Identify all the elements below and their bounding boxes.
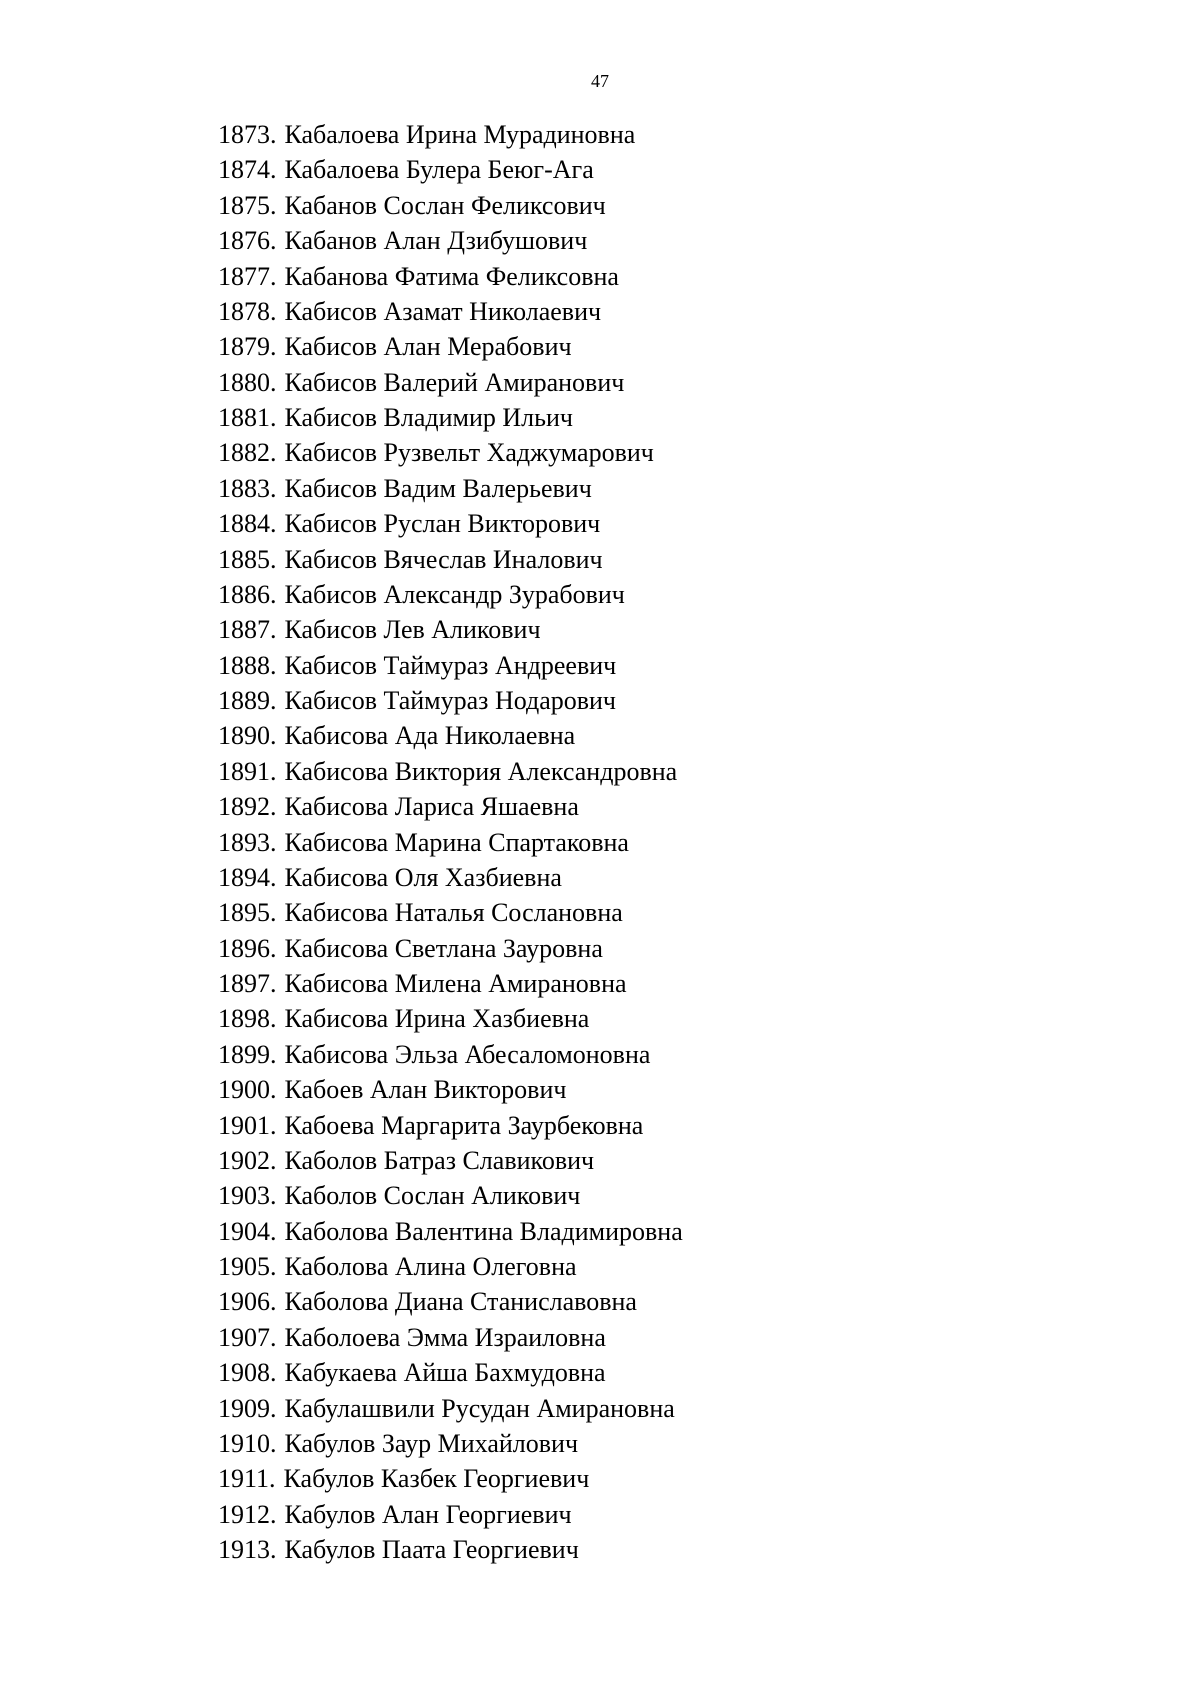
entry-number: 1890. [218, 721, 277, 751]
list-item [218, 435, 683, 470]
entry-number: 1903. [218, 1181, 277, 1211]
entry-name: Кабисов Валерий Амиранович [284, 367, 625, 397]
entry-number: 1897. [218, 969, 277, 998]
list-item [218, 1249, 683, 1284]
entry-number: 1888. [218, 650, 277, 680]
entry-name: Каболов Сослан Аликович [284, 1181, 581, 1211]
list-item [218, 223, 683, 258]
entry-name: Кабисов Лев Аликович [284, 615, 541, 645]
entry-number: 1892. [218, 792, 277, 822]
entry-number: 1910. [218, 1428, 277, 1458]
entry-name: Кабалоева Ирина Мурадиновна [284, 120, 636, 149]
entry-name: Каболова Алина Олеговна [284, 1252, 577, 1281]
entry-number: 1886. [218, 579, 277, 609]
list-item [218, 1178, 683, 1213]
entry-name: Кабулов Паата Георгиевич [284, 1535, 579, 1564]
list-item [218, 577, 683, 612]
entry-number: 1878. [218, 296, 277, 326]
list-item [218, 294, 683, 329]
list-item [218, 789, 683, 824]
list-item [218, 1108, 683, 1143]
entry-number: 1889. [218, 686, 277, 715]
list-item [218, 1391, 683, 1426]
entry-name: Кабалоева Булера Беюг-Ага [284, 155, 594, 185]
entry-number: 1874. [218, 155, 277, 185]
list-item [218, 683, 683, 718]
entry-number: 1894. [218, 862, 277, 892]
list-item [218, 1001, 683, 1036]
list-item [218, 931, 683, 966]
list-item [218, 329, 683, 364]
entry-name: Кабисов Таймураз Андреевич [284, 650, 617, 680]
list-item [218, 400, 683, 435]
entry-name: Кабисова Милена Амирановна [284, 969, 627, 998]
entry-name: Каболов Батраз Славикович [284, 1145, 595, 1175]
entry-name: Кабисов Азамат Николаевич [284, 296, 602, 326]
entry-name: Кабисов Александр Зурабович [284, 579, 625, 609]
entry-number: 1907. [218, 1322, 277, 1352]
entry-number: 1885. [218, 544, 277, 574]
entry-number: 1887. [218, 615, 277, 645]
list-item [218, 1320, 683, 1355]
entry-name: Кабанова Фатима Феликсовна [284, 261, 619, 291]
entry-number: 1883. [218, 473, 277, 503]
list-item [218, 117, 683, 152]
entry-number: 1899. [218, 1039, 277, 1069]
entry-number: 1893. [218, 827, 277, 857]
entry-name: Каболоева Эмма Израиловна [284, 1322, 606, 1352]
entry-number: 1908. [218, 1358, 277, 1388]
list-item [218, 1355, 683, 1390]
entry-number: 1912. [218, 1499, 277, 1529]
entry-name: Кабисов Руслан Викторович [284, 509, 601, 539]
entry-number: 1884. [218, 509, 277, 539]
entry-name: Кабоев Алан Викторович [284, 1075, 567, 1105]
list-item [218, 365, 683, 400]
entry-name: Кабулов Казбек Георгиевич [283, 1464, 590, 1494]
entry-name: Кабисов Вячеслав Иналович [284, 544, 603, 574]
list-item [218, 1143, 683, 1178]
list-item [218, 259, 683, 294]
entry-name: Кабисов Алан Мерабович [284, 332, 572, 362]
entry-number: 1900. [218, 1075, 277, 1105]
list-item [218, 1426, 683, 1461]
list-item [218, 1072, 683, 1107]
entry-number: 1911. [218, 1464, 276, 1494]
entry-number: 1895. [218, 898, 277, 928]
entry-name: Кабукаева Айша Бахмудовна [284, 1358, 606, 1388]
entry-name: Кабисова Марина Спартаковна [284, 827, 629, 857]
entry-name: Кабанов Сослан Феликсович [284, 190, 606, 220]
list-item [218, 542, 683, 577]
entry-name: Кабисова Виктория Александровна [284, 756, 678, 786]
entry-name: Каболова Валентина Владимировна [284, 1216, 683, 1246]
list-item [218, 1037, 683, 1072]
entry-name: Кабулов Алан Георгиевич [284, 1499, 572, 1529]
entry-name: Кабисов Рузвельт Хаджумарович [284, 438, 654, 468]
entry-name: Кабисов Вадим Валерьевич [284, 473, 592, 503]
list-item [218, 1497, 683, 1532]
entry-number: 1896. [218, 933, 277, 963]
entry-name: Каболова Диана Станиславовна [284, 1287, 637, 1317]
entry-name: Кабисова Светлана Зауровна [284, 933, 603, 963]
entry-number: 1882. [218, 438, 277, 468]
entry-number: 1901. [218, 1110, 277, 1140]
list-item [218, 860, 683, 895]
entry-number: 1881. [218, 403, 277, 432]
page-number: 47 [591, 71, 609, 91]
list-item [218, 188, 683, 223]
entry-number: 1880. [218, 367, 277, 397]
entry-number: 1875. [218, 190, 277, 220]
list-item [218, 718, 683, 753]
list-item [218, 1284, 683, 1319]
entry-number: 1873. [218, 120, 277, 149]
entry-name: Кабисова Ада Николаевна [284, 721, 576, 751]
entry-number: 1905. [218, 1252, 277, 1281]
entry-name: Кабисова Оля Хазбиевна [284, 862, 562, 892]
entry-number: 1877. [218, 261, 277, 291]
entry-number: 1898. [218, 1004, 277, 1034]
entry-number: 1909. [218, 1393, 277, 1423]
entry-name: Кабулашвили Русудан Амирановна [284, 1393, 675, 1423]
entry-name: Кабисов Владимир Ильич [284, 403, 573, 432]
list-item [218, 612, 683, 647]
entry-name: Кабоева Маргарита Заурбековна [284, 1110, 644, 1140]
entry-name: Кабисова Наталья Сослановна [284, 898, 623, 928]
list-item [218, 1532, 683, 1567]
list-item [218, 825, 683, 860]
list-item [218, 471, 683, 506]
entry-number: 1902. [218, 1145, 277, 1175]
entry-name: Кабанов Алан Дзибушович [284, 226, 588, 256]
list-item [218, 754, 683, 789]
name-list [218, 117, 683, 1567]
entry-number: 1906. [218, 1287, 277, 1317]
entry-number: 1876. [218, 226, 277, 256]
list-item [218, 1214, 683, 1249]
list-item [218, 1461, 683, 1496]
list-item [218, 506, 683, 541]
list-item [218, 966, 683, 1001]
entry-number: 1891. [218, 756, 277, 786]
list-item [218, 895, 683, 930]
list-item [218, 648, 683, 683]
entry-name: Кабисов Таймураз Нодарович [284, 686, 617, 715]
entry-number: 1904. [218, 1216, 277, 1246]
entry-name: Кабисова Ирина Хазбиевна [284, 1004, 590, 1034]
list-item [218, 152, 683, 187]
entry-name: Кабисова Лариса Яшаевна [284, 792, 579, 822]
entry-number: 1879. [218, 332, 277, 362]
entry-name: Кабулов Заур Михайлович [284, 1428, 579, 1458]
entry-number: 1913. [218, 1535, 277, 1564]
entry-name: Кабисова Эльза Абесаломоновна [284, 1039, 651, 1069]
